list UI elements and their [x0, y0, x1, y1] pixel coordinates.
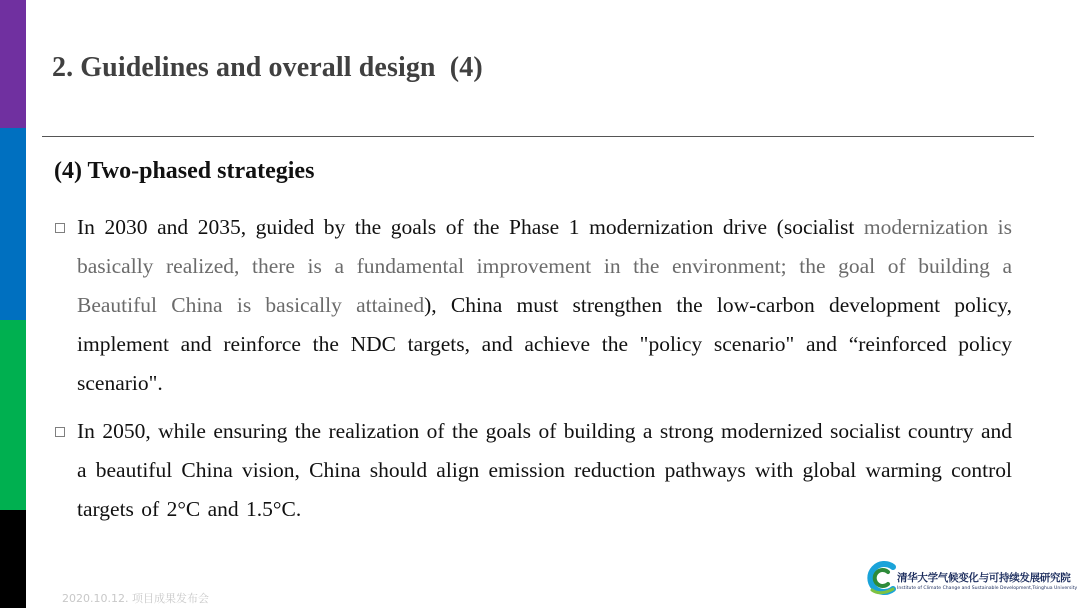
bullet-text-gray: modernization is basically realized, there is a fundamental improvement in the environment; the goal of building a Beautiful China is basically attained — [77, 215, 1013, 317]
institute-logo-icon — [866, 560, 898, 596]
bullet-item-2030-2035 — [52, 208, 1012, 403]
side-bar-purple-segment — [0, 0, 26, 128]
institute-name-chinese: 清华大学气候变化与可持续发展研究院 — [897, 572, 1071, 584]
bullet-text — [77, 208, 1012, 403]
institute-logo — [866, 560, 1076, 600]
bullet-item-2050 — [52, 412, 1012, 529]
color-side-bar — [0, 0, 26, 608]
square-bullet-icon — [55, 223, 65, 233]
side-bar-green-segment — [0, 320, 26, 510]
bullet-text-end: ), China must strengthen the low-carbon development policy, implement and reinforce the NDC targets, and achieve the "policy scenario" and “reinforced policy scenario". — [77, 293, 1012, 395]
side-bar-blue-segment — [0, 128, 26, 320]
side-bar-black-segment — [0, 510, 26, 608]
bullet-text: In 2050, while ensuring the realization of the goals of building a strong modernized socialist country and a beautiful China vision, China should align emission reduction pathways with global warming control targets of 2°C and 1.5°C. — [77, 419, 1012, 521]
slide-title: 2. Guidelines and overall design (4) — [52, 52, 483, 83]
square-bullet-icon — [55, 427, 65, 437]
institute-name-english: Institute of Climate Change and Sustainable Development,Tsinghua University — [897, 586, 1078, 591]
bullet-text-start: In 2030 and 2035, guided by the goals of the Phase 1 modernization drive (socialist — [77, 215, 864, 239]
footer-date: 2020.10.12. 项目成果发布会 — [62, 592, 209, 605]
title-divider — [42, 136, 1034, 137]
section-heading: (4) Two-phased strategies — [54, 158, 315, 184]
